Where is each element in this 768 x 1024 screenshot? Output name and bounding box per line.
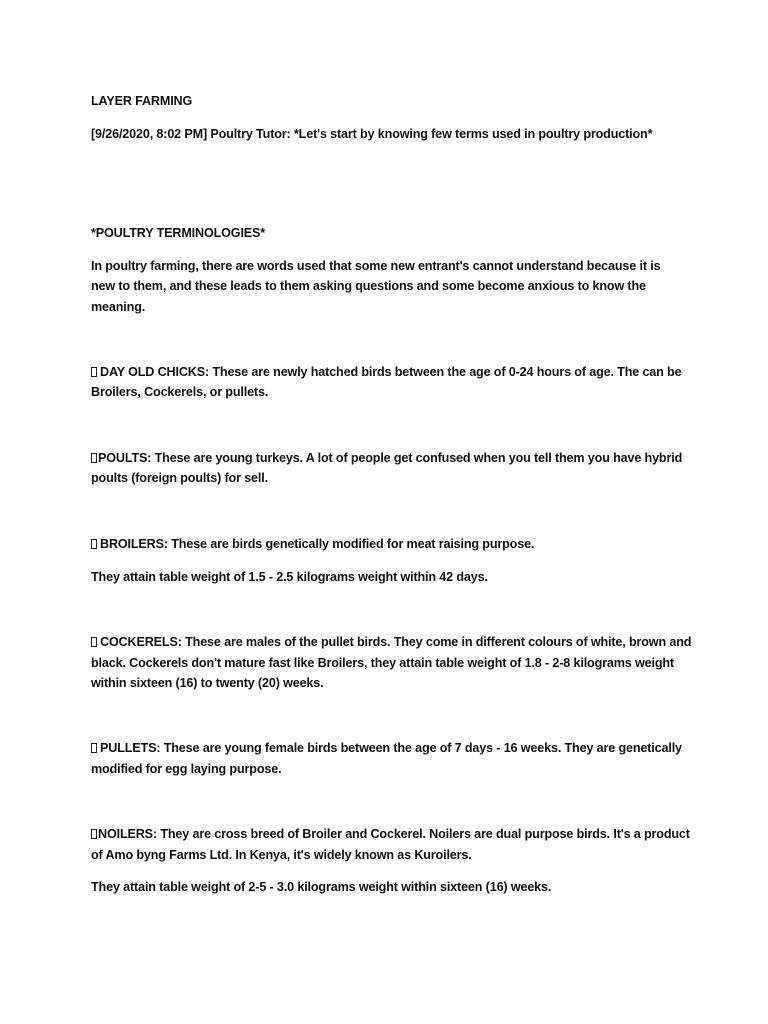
term-line: NOILERS: They are cross breed of Broiler and Cockerel. Noilers are dual purpose birds. It's a product (98, 827, 690, 841)
document-title: LAYER FARMING (91, 94, 193, 108)
term-poults (91, 448, 691, 469)
missing-glyph-icon (91, 539, 97, 549)
term-line: modified for egg laying purpose. (91, 762, 282, 776)
missing-glyph-icon (91, 829, 97, 839)
term-line: poults (foreign poults) for sell. (91, 471, 268, 485)
missing-glyph-icon (91, 743, 97, 753)
paragraph-line: meaning. (91, 300, 146, 314)
term-extra-line: They attain table weight of 1.5 - 2.5 kilograms weight within 42 days. (91, 570, 488, 584)
term-line: black. Cockerels don't mature fast like Broilers, they attain table weight of 1.8 - 2-8 kilograms weight (91, 656, 674, 670)
term-line: of Amo byng Farms Ltd. In Kenya, it's widely known as Kuroilers. (91, 848, 472, 862)
term-line: DAY OLD CHICKS: These are newly hatched birds between the age of 0-24 hours of age. The can be (100, 365, 682, 379)
missing-glyph-icon (91, 453, 97, 463)
term-cockerels (91, 632, 691, 653)
paragraph-line: new to them, and these leads to them asking questions and some become anxious to know the (91, 279, 646, 293)
missing-glyph-icon (91, 637, 97, 647)
term-broilers (91, 534, 691, 555)
term-extra-line: They attain table weight of 2-5 - 3.0 kilograms weight within sixteen (16) weeks. (91, 880, 552, 894)
term-line: PULLETS: These are young female birds between the age of 7 days - 16 weeks. They are genetically (100, 741, 682, 755)
term-line: within sixteen (16) to twenty (20) weeks. (91, 676, 324, 690)
term-noilers (91, 824, 691, 845)
term-line: COCKERELS: These are males of the pullet birds. They come in different colours of white, brown and (100, 635, 692, 649)
section-heading: *POULTRY TERMINOLOGIES* (91, 226, 266, 240)
term-line: Broilers, Cockerels, or pullets. (91, 385, 269, 399)
term-day-old-chicks (91, 362, 691, 383)
term-pullets (91, 738, 691, 759)
intro-line: [9/26/2020, 8:02 PM] Poultry Tutor: *Let's start by knowing few terms used in poultry production* (91, 127, 653, 141)
term-line: POULTS: These are young turkeys. A lot of people get confused when you tell them you have hybrid (98, 451, 683, 465)
missing-glyph-icon (91, 367, 97, 377)
term-line: BROILERS: These are birds genetically modified for meat raising purpose. (100, 537, 535, 551)
paragraph-line: In poultry farming, there are words used that some new entrant's cannot understand because it is (91, 259, 661, 273)
